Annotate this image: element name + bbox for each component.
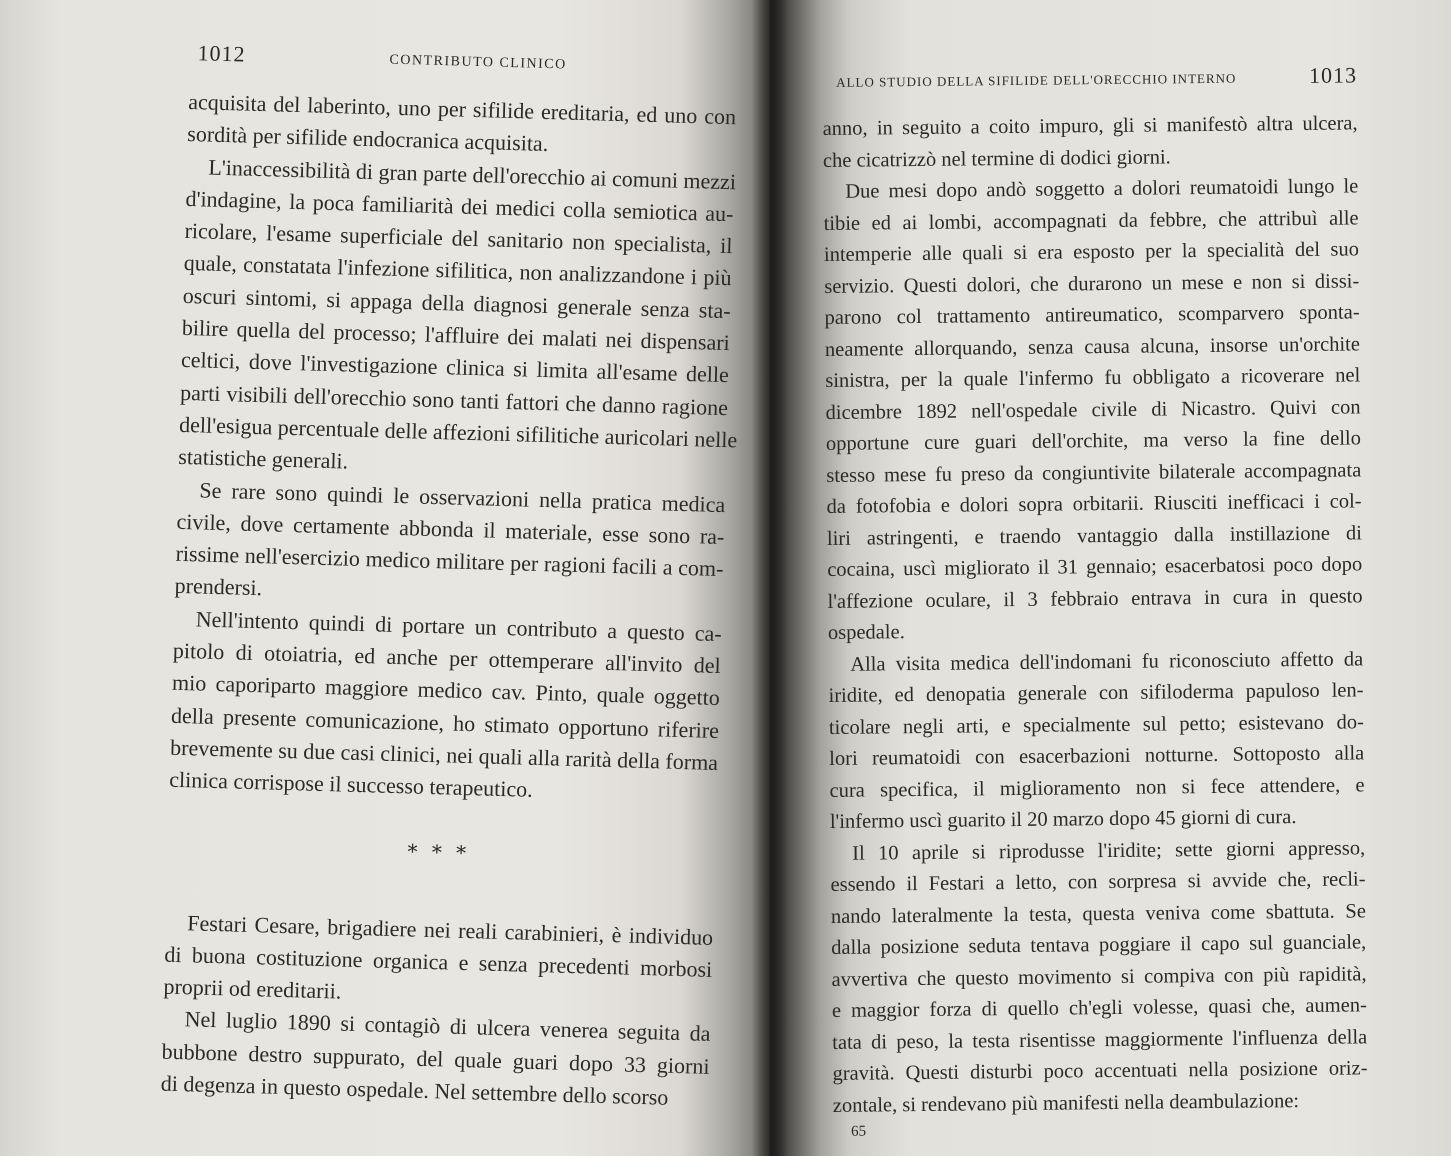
text-line: sinistra, per la quale l'infermo fu obbligato a ricoverare nel [825,364,1361,392]
book-gutter-shadow [752,0,788,1156]
text-line: cocaina, uscì migliorato il 31 gennaio; esacerbatosi poco dopo [827,553,1363,581]
text-line: Il 10 aprile si riprodusse l'iridite; sette giorni appresso, [852,836,1366,865]
text-line: Due mesi dopo andò soggetto a dolori reumatoidi lungo le [845,175,1359,203]
text-line: parono col trattamento antireumatico, scomparvero sponta- [824,301,1360,329]
separator-asterisks: * * * [407,838,471,865]
text-line: lori reumatoidi con esacerbazioni notturne. Sottoposto alla [829,742,1365,770]
text-line: prendersi. [174,573,263,601]
text-line: mio caporiparto maggiore medico cav. Pinto, quale oggetto [171,670,721,711]
left-page-number: 1012 [197,40,246,67]
right-page [770,0,1451,1156]
right-page-header [822,62,1357,102]
text-line: bilire quella del processo; l'affluire dei malati nei dispensari [181,314,731,356]
text-line: di buona costituzione organica e senza precedenti morbosi [164,941,713,982]
text-line: nando lateralmente la testa, questa veniva come sbattuta. Se [830,899,1366,928]
text-line: sordità per sifilide endocranica acquisita. [187,121,549,157]
text-line: civile, dove certamente abbonda il materiale, esse sono ra- [176,508,725,549]
text-line: gravità. Questi disturbi poco accentuati nella posizione oriz- [832,1057,1368,1085]
text-line: tata di peso, la testa risentisse maggiormente l'influenza della [832,1025,1368,1054]
text-line: pitolo di otoiatria, ed anche per ottemperare all'invito del [172,637,722,679]
text-line: dicembre 1892 nell'ospedale civile di Nicastro. Quivi con [825,395,1361,424]
text-line: acquisita del laberinto, uno per sifilide ereditaria, ed uno con [187,88,737,130]
text-line: proprii od ereditarii. [163,973,342,1004]
text-line: essendo il Festari a letto, con sorpresa si avvide che, recli- [830,868,1366,896]
text-line: tibie ed ai lombi, accompagnati da febbre, che attribuì alle [823,206,1359,235]
text-line: della presente comunicazione, ho stimato opportuno riferire [170,702,720,743]
text-line: quale, constatata l'infezione sifilitica, non analizzandone i più [183,250,732,291]
right-page-number: 1013 [1308,62,1358,88]
text-line: l'infermo uscì guarito il 20 marzo dopo 45 giorni di cura. [829,806,1297,833]
left-body-text-after [160,906,713,1115]
text-line: dell'esigua percentuale delle affezioni sifilitiche auricolari nelle [178,411,738,453]
text-line: servizio. Questi dolori, che durarono un mese e non si dissi- [824,269,1360,298]
text-line: statistiche generali. [178,444,349,474]
text-line: bubbone destro suppurato, del quale guari dopo 33 giorni [161,1038,710,1079]
text-line: e maggior forza di quello ch'egli volesse, quasi che, aumen- [831,994,1367,1022]
text-line: parti visibili dell'orecchio sono tanti fattori che danno ragione [179,379,729,420]
text-line: opportune cure guari dell'orchite, ma verso la fine dello [825,427,1362,455]
text-line: Alla visita medica dell'indomani fu riconosciuto affetto da [850,647,1364,676]
text-line: l'affezione oculare, il 3 febbraio entrava in cura in questo [827,584,1363,613]
left-running-head: CONTRIBUTO CLINICO [389,52,567,73]
text-line: Se rare sono quindi le osservazioni nella pratica medica [199,477,726,517]
signature-folio: 65 [851,1123,867,1140]
left-text-block [160,40,737,1115]
text-line: Nel luglio 1890 si contagiò di ulcera venerea seguita da [184,1006,711,1047]
text-line: ricolare, l'esame superficiale del sanitario non specialista, il [184,218,733,259]
left-page-header [189,40,738,89]
text-line: Nell'intento quindi di portare un contributo a questo ca- [195,606,722,646]
text-line: d'indagine, la poca familiarità dei medici colla semiotica au- [185,185,734,227]
text-line: oscuri sintomi, si appaga della diagnosi generale senza sta- [182,282,732,323]
text-line: dalla posizione seduta tentava poggiare il capo sul guanciale, [831,931,1367,959]
text-line: avvertiva che questo movimento si compiva con più rapidità, [831,962,1367,991]
text-line: neamente allorquando, senza causa alcuna, insorse un'orchite [824,332,1361,361]
text-line: ticolare negli arti, e specialmente sul petto; esistevano do- [828,710,1364,739]
text-line: da fotofobia e dolori sopra orbitarii. Riusciti inefficaci i col- [826,490,1362,518]
text-line: intemperie alle quali si era esposto per la specialità del suo [823,238,1360,266]
text-line: rissime nell'esercizio medico militare per ragioni facili a com- [175,540,724,582]
left-body-text [169,86,737,812]
text-line: anno, in seguito a coito impuro, gli si manifestò altra ulcera, [822,112,1358,140]
text-line: cura specifica, il miglioramento non si fece attendere, e [829,773,1365,802]
text-line: che cicatrizzò nel termine di dodici giorni. [822,145,1171,172]
text-line: clinica corrispose il successo terapeutico. [168,766,534,803]
text-line: di degenza in questo ospedale. Nel settembre dello scorso [160,1070,669,1110]
text-line: celtici, dove l'investigazione clinica si limita all'esame delle [180,347,730,388]
text-line: iridite, ed denopatia generale con sifiloderma papuloso len- [828,679,1364,707]
text-line: ospedale. [827,621,905,644]
right-body-text [822,108,1368,1122]
text-line: L'inaccessibilità di gran parte dell'orecchio ai comuni mezzi [208,154,737,194]
right-text-block [822,62,1368,1141]
text-line: zontale, si rendevano più manifesti nella deambulazione: [832,1089,1300,1117]
text-line: brevemente su due casi clinici, nei quali alla rarità della forma [169,734,719,775]
text-line: Festari Cesare, brigadiere nei reali carabinieri, è individuo [187,909,714,950]
text-line: liri astringenti, e traendo vantaggio dalla instillazione di [826,521,1363,550]
right-running-head: ALLO STUDIO DELLA SIFILIDE DELL'ORECCHIO INTERNO [836,70,1237,90]
section-separator [166,796,717,921]
text-line: stesso mese fu preso da congiuntivite bilaterale accompagnata [826,458,1362,487]
